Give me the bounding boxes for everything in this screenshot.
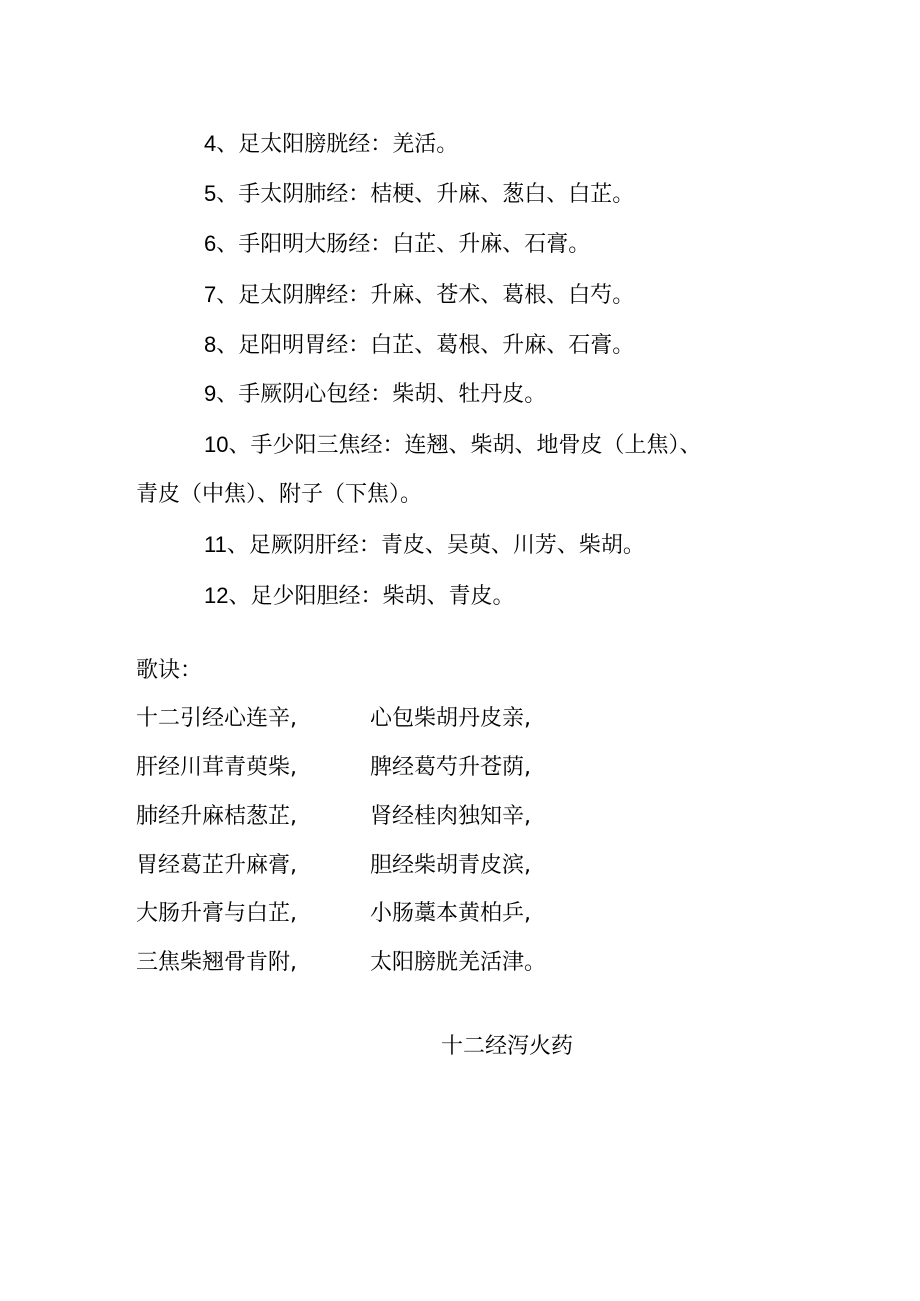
item-text: 、手少阳三焦经：连翘、柴胡、地骨皮（上焦）、 — [228, 433, 702, 458]
item-number: 4 — [204, 131, 217, 156]
song-heading: 歌诀： — [136, 658, 203, 683]
verse-left: 肺经升麻桔葱芷, — [136, 804, 297, 829]
verse-left: 三焦柴翘骨肯附, — [136, 950, 297, 975]
verse-left: 十二引经心连辛, — [136, 706, 297, 731]
verse-right: 心包柴胡丹皮亲, — [370, 706, 531, 731]
list-item — [204, 380, 546, 409]
item-text: 、足太阴脾经：升麻、苍术、葛根、白芍。 — [216, 283, 635, 308]
item-text: 、足厥阴肝经：青皮、吴萸、川芳、柴胡。 — [226, 533, 645, 558]
item-number: 9 — [204, 381, 217, 406]
list-item-continuation — [136, 481, 422, 509]
list-item — [204, 130, 458, 159]
item-number: 5 — [204, 181, 217, 206]
item-number: 6 — [204, 231, 217, 256]
item-text: 、足太阳膀胱经：羌活。 — [216, 132, 459, 157]
list-item — [204, 230, 590, 259]
list-item — [204, 431, 702, 460]
verse-right: 肾经桂肉独知辛, — [370, 804, 531, 829]
list-item — [204, 180, 634, 209]
item-number: 11 — [204, 532, 227, 557]
list-item — [204, 531, 645, 560]
item-text: 、足少阳胆经：柴胡、青皮。 — [228, 584, 515, 609]
verse-right: 胆经柴胡青皮滨, — [370, 853, 531, 878]
item-text: 、足阳明胃经：白芷、葛根、升麻、石膏。 — [216, 333, 635, 358]
verse-right: 脾经葛芍升苍荫, — [370, 755, 531, 780]
verse-left: 大肠升膏与白芷, — [136, 901, 297, 926]
list-item — [204, 582, 515, 611]
item-text: 青皮（中焦）、附子（下焦）。 — [136, 482, 423, 507]
verse-left: 胃经葛芷升麻膏, — [136, 853, 297, 878]
item-number: 12 — [204, 583, 229, 608]
verse-left: 肝经川茸青萸柴, — [136, 755, 297, 780]
verse-right: 太阳膀胱羌活津。 — [370, 950, 547, 975]
item-number: 7 — [204, 282, 217, 307]
item-text: 、手阳明大肠经：白芷、升麻、石膏。 — [216, 232, 591, 257]
item-number: 8 — [204, 332, 217, 357]
item-text: 、手太阴肺经：桔梗、升麻、葱白、白芷。 — [216, 182, 635, 207]
list-item — [204, 281, 634, 310]
item-number: 10 — [204, 432, 229, 457]
list-item — [204, 331, 634, 360]
item-text: 、手厥阴心包经：柴胡、牡丹皮。 — [216, 382, 547, 407]
section-title: 十二经泻火药 — [441, 1034, 574, 1059]
verse-right: 小肠藁本黄柏乒, — [370, 901, 531, 926]
